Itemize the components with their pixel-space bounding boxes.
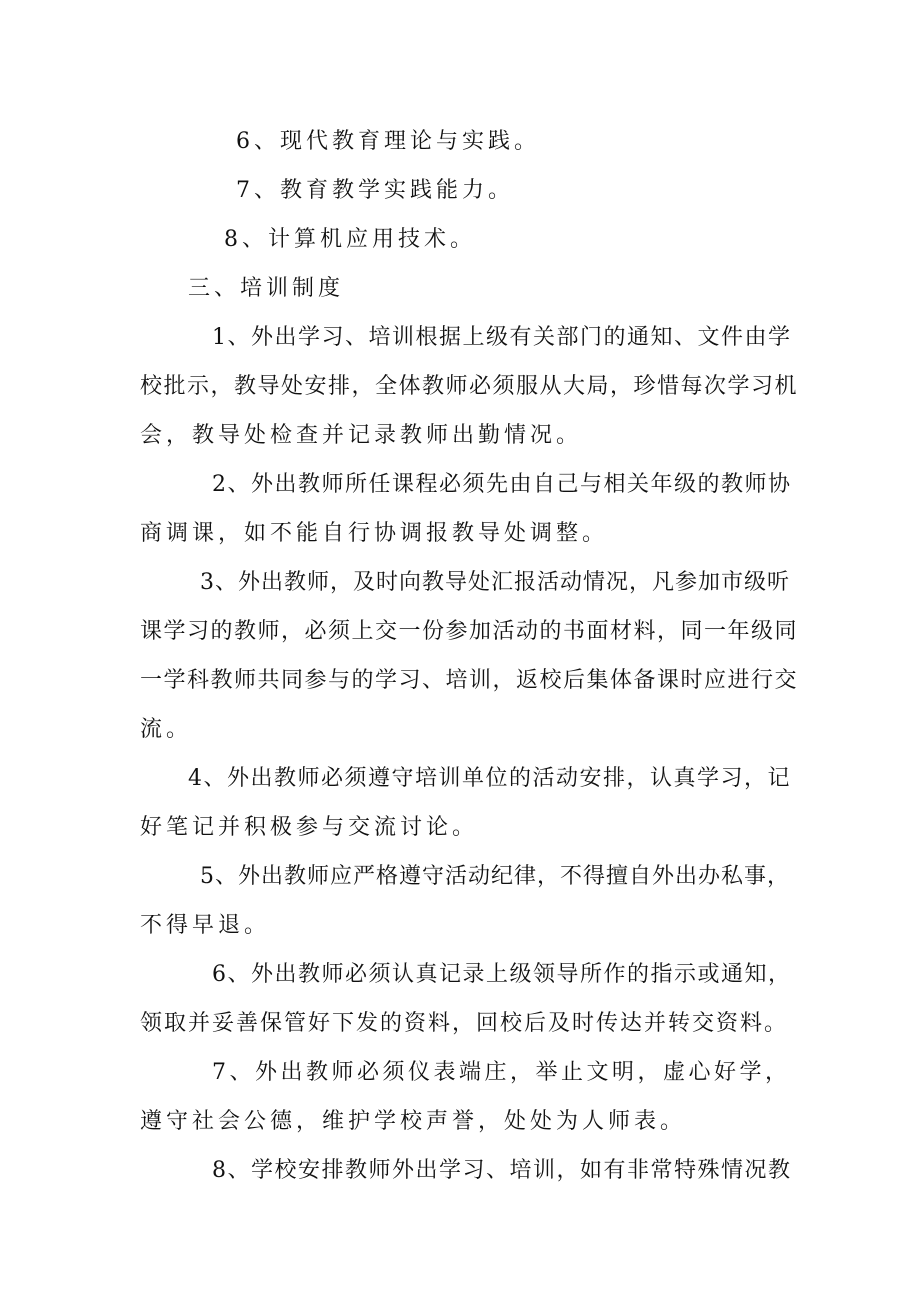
rule-1-line-2: 校批示，教导处安排，全体教师必须服从大局，珍惜每次学习机 xyxy=(140,374,799,399)
section-heading-training-system: 三、培训制度 xyxy=(188,276,345,301)
rule-2-line-2: 商调课，如不能自行协调报教导处调整。 xyxy=(140,521,609,546)
rule-7-line-1: 7、外出教师必须仪表端庄，举止文明，虚心好学， xyxy=(212,1060,791,1085)
rule-1-line-1: 1、外出学习、培训根据上级有关部门的通知、文件由学 xyxy=(212,325,792,350)
rule-3-line-3: 一学科教师共同参与的学习、培训，返校后集体备课时应进行交 xyxy=(140,668,799,693)
rule-4-line-2: 好笔记并积极参与交流讨论。 xyxy=(140,815,479,840)
rule-1-line-3: 会，教导处检查并记录教师出勤情况。 xyxy=(140,423,583,448)
rule-2-line-1: 2、外出教师所任课程必须先由自己与相关年级的教师协 xyxy=(212,472,792,497)
list-item-8-computer-tech: 8、计算机应用技术。 xyxy=(224,227,476,252)
list-item-7-teaching-ability: 7、教育教学实践能力。 xyxy=(236,178,514,203)
rule-6-line-2: 领取并妥善保管好下发的资料，回校后及时传达并转交资料。 xyxy=(140,1011,789,1036)
rule-7-line-2: 遵守社会公德，维护学校声誉，处处为人师表。 xyxy=(140,1109,687,1134)
rule-3-line-1: 3、外出教师，及时向教导处汇报活动情况，凡参加市级听 xyxy=(200,570,790,595)
rule-5-line-1: 5、外出教师应严格遵守活动纪律，不得擅自外出办私事， xyxy=(200,864,790,889)
rule-6-line-1: 6、外出教师必须认真记录上级领导所作的指示或通知， xyxy=(212,962,792,987)
rule-8-line-1: 8、学校安排教师外出学习、培训，如有非常特殊情况教 xyxy=(212,1158,792,1183)
rule-4-line-1: 4、外出教师必须遵守培训单位的活动安排，认真学习，记 xyxy=(188,766,791,791)
rule-3-line-2: 课学习的教师，必须上交一份参加活动的书面材料，同一年级同 xyxy=(140,619,799,644)
rule-3-line-4: 流。 xyxy=(140,717,193,742)
list-item-6-modern-theory: 6、现代教育理论与实践。 xyxy=(236,129,540,154)
rule-5-line-2: 不得早退。 xyxy=(140,913,271,938)
